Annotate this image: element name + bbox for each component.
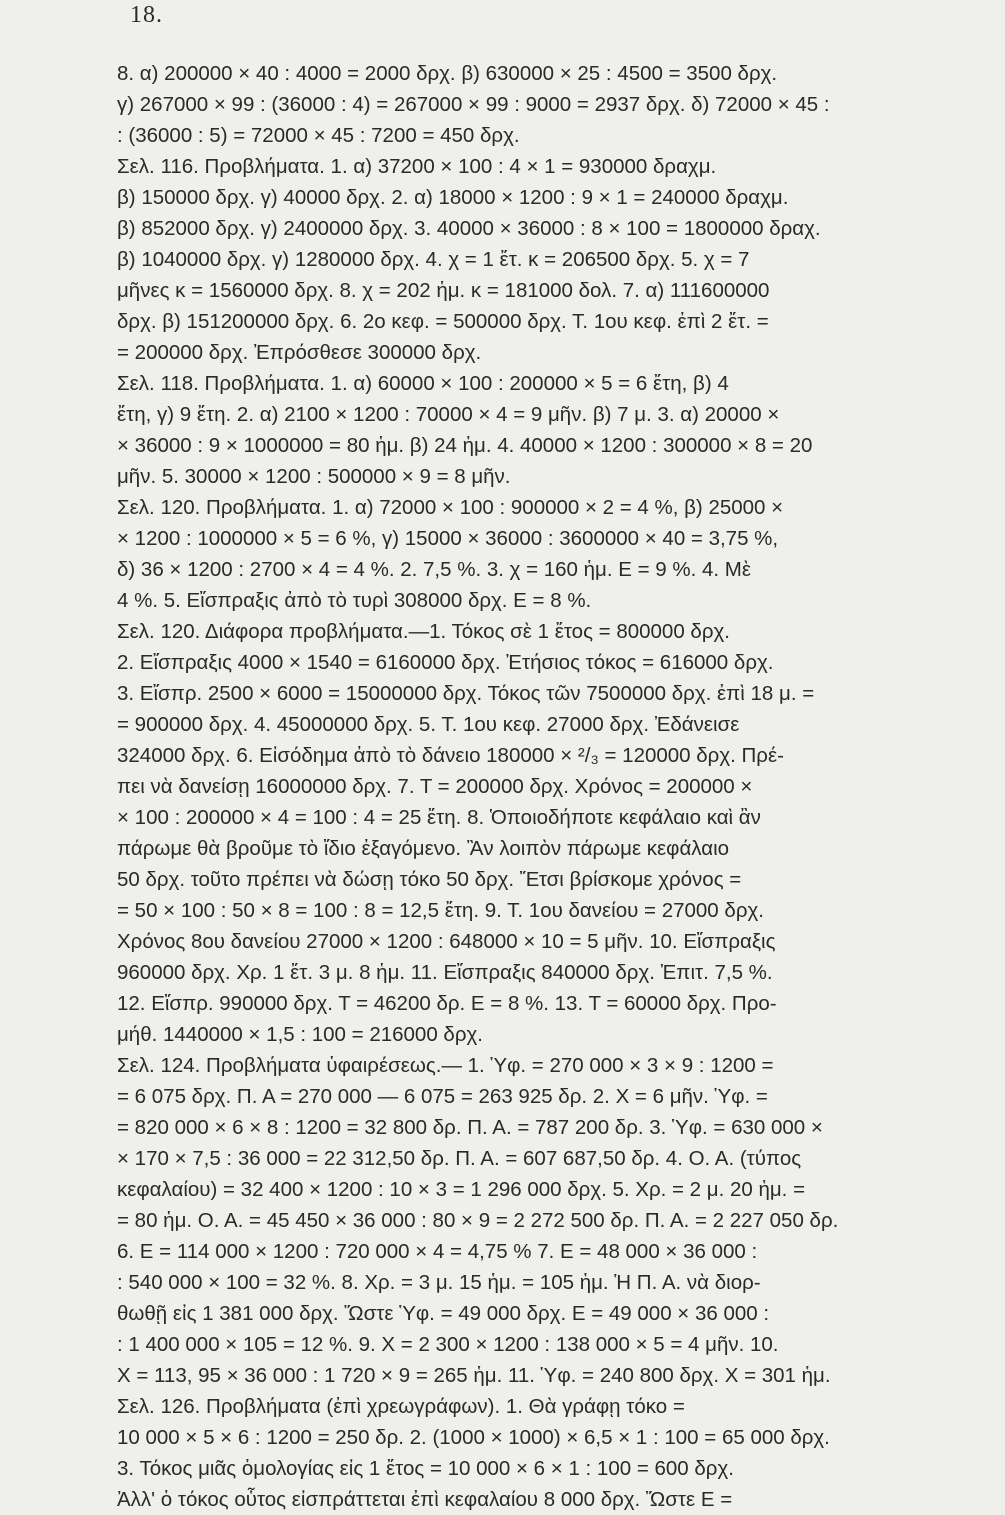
text-line: 12. Εἴσπρ. 990000 δρχ. Τ = 46200 δρ. Ε = 8 %. 13. Τ = 60000 δρχ. Προ- <box>117 992 777 1015</box>
text-line: μῆν. 5. 30000 × 1200 : 500000 × 9 = 8 μῆν. <box>117 465 511 488</box>
text-line: Σελ. 118. Προβλήματα. 1. α) 60000 × 100 : 200000 × 5 = 6 ἔτη, β) 4 <box>117 372 729 395</box>
text-line: β) 1040000 δρχ. γ) 1280000 δρχ. 4. χ = 1 ἔτ. κ = 206500 δρχ. 5. χ = 7 <box>117 248 750 271</box>
text-line: 4 %. 5. Εἴσπραξις ἀπὸ τὸ τυρὶ 308000 δρχ. Ε = 8 %. <box>117 589 592 612</box>
text-line: 8. α) 200000 × 40 : 4000 = 2000 δρχ. β) 630000 × 25 : 4500 = 3500 δρχ. <box>117 62 778 85</box>
text-line: 6. Ε = 114 000 × 1200 : 720 000 × 4 = 4,75 % 7. Ε = 48 000 × 36 000 : <box>117 1240 758 1263</box>
text-line: γ) 267000 × 99 : (36000 : 4) = 267000 × 99 : 9000 = 2937 δρχ. δ) 72000 × 45 : <box>117 93 830 116</box>
text-line: = 6 075 δρχ. Π. Α = 270 000 — 6 075 = 263 925 δρ. 2. Χ = 6 μῆν. Ὑφ. = <box>117 1085 768 1108</box>
text-line: 50 δρχ. τοῦτο πρέπει νὰ δώσῃ τόκο 50 δρχ. Ἔτσι βρίσκομε χρόνος = <box>117 868 742 891</box>
text-line: ἔτη, γ) 9 ἔτη. 2. α) 2100 × 1200 : 70000 × 4 = 9 μῆν. β) 7 μ. 3. α) 20000 × <box>117 403 780 426</box>
text-line: × 170 × 7,5 : 36 000 = 22 312,50 δρ. Π. Α. = 607 687,50 δρ. 4. Ο. Α. (τύπος <box>117 1147 802 1170</box>
text-line: 3. Εἴσπρ. 2500 × 6000 = 15000000 δρχ. Τόκος τῶν 7500000 δρχ. ἐπὶ 18 μ. = <box>117 682 815 705</box>
text-line: = 200000 δρχ. Ἐπρόσθεσε 300000 δρχ. <box>117 341 482 364</box>
text-line: δ) 36 × 1200 : 2700 × 4 = 4 %. 2. 7,5 %. 3. χ = 160 ἡμ. Ε = 9 %. 4. Μὲ <box>117 558 752 581</box>
text-line: × 36000 : 9 × 1000000 = 80 ἡμ. β) 24 ἡμ. 4. 40000 × 1200 : 300000 × 8 = 20 <box>117 434 813 457</box>
text-line: κεφαλαίου) = 32 400 × 1200 : 10 × 3 = 1 296 000 δρχ. 5. Χρ. = 2 μ. 20 ἡμ. = <box>117 1178 806 1201</box>
text-line: 10 000 × 5 × 6 : 1200 = 250 δρ. 2. (1000 × 1000) × 6,5 × 1 : 100 = 65 000 δρχ. <box>117 1426 830 1449</box>
text-line: Σελ. 120. Διάφορα προβλήματα.—1. Τόκος σὲ 1 ἔτος = 800000 δρχ. <box>117 620 730 643</box>
text-line: = 820 000 × 6 × 8 : 1200 = 32 800 δρ. Π. Α. = 787 200 δρ. 3. Ὑφ. = 630 000 × <box>117 1116 823 1139</box>
text-line: 3. Τόκος μιᾶς ὁμολογίας εἰς 1 ἔτος = 10 000 × 6 × 1 : 100 = 600 δρχ. <box>117 1457 734 1480</box>
text-line: 960000 δρχ. Χρ. 1 ἔτ. 3 μ. 8 ἡμ. 11. Εἴσπραξις 840000 δρχ. Ἐπιτ. 7,5 %. <box>117 961 773 984</box>
text-line: = 50 × 100 : 50 × 8 = 100 : 8 = 12,5 ἔτη. 9. Τ. 1ου δανείου = 27000 δρχ. <box>117 899 764 922</box>
text-line: Σελ. 124. Προβλήματα ὑφαιρέσεως.— 1. Ὑφ. = 270 000 × 3 × 9 : 1200 = <box>117 1054 774 1077</box>
text-line: = 900000 δρχ. 4. 45000000 δρχ. 5. Τ. 1ου κεφ. 27000 δρχ. Ἐδάνεισε <box>117 713 740 736</box>
text-line: μῆνες κ = 1560000 δρχ. 8. χ = 202 ἡμ. κ = 181000 δολ. 7. α) 111600000 <box>117 279 770 302</box>
answers-text <box>117 58 927 1515</box>
text-line: × 1200 : 1000000 × 5 = 6 %, γ) 15000 × 36000 : 3600000 × 40 = 3,75 %, <box>117 527 779 550</box>
text-line: Χρόνος 8ου δανείου 27000 × 1200 : 648000 × 10 = 5 μῆν. 10. Εἴσπραξις <box>117 930 776 953</box>
text-line: × 100 : 200000 × 4 = 100 : 4 = 25 ἔτη. 8. Ὁποιοδήποτε κεφάλαιο καὶ ἂν <box>117 806 761 829</box>
text-line: Σελ. 116. Προβλήματα. 1. α) 37200 × 100 : 4 × 1 = 930000 δραχμ. <box>117 155 717 178</box>
text-line: θωθῇ εἰς 1 381 000 δρχ. Ὥστε Ὑφ. = 49 000 δρχ. Ε = 49 000 × 36 000 : <box>117 1302 770 1325</box>
text-line: μήθ. 1440000 × 1,5 : 100 = 216000 δρχ. <box>117 1023 483 1046</box>
text-line: Χ = 113, 95 × 36 000 : 1 720 × 9 = 265 ἡμ. 11. Ὑφ. = 240 800 δρχ. Χ = 301 ἡμ. <box>117 1364 831 1387</box>
text-line: : (36000 : 5) = 72000 × 45 : 7200 = 450 δρχ. <box>117 124 520 147</box>
page-number: 18. <box>130 2 163 28</box>
text-line: Σελ. 126. Προβλήματα (ἐπὶ χρεωγράφων). 1. Θὰ γράφῃ τόκο = <box>117 1395 685 1418</box>
text-line: β) 852000 δρχ. γ) 2400000 δρχ. 3. 40000 × 36000 : 8 × 100 = 1800000 δραχ. <box>117 217 821 240</box>
text-line: Ἀλλ' ὁ τόκος οὗτος εἰσπράττεται ἐπὶ κεφαλαίου 8 000 δρχ. Ὥστε Ε = <box>117 1488 733 1511</box>
text-line: β) 150000 δρχ. γ) 40000 δρχ. 2. α) 18000 × 1200 : 9 × 1 = 240000 δραχμ. <box>117 186 789 209</box>
text-line: πει νὰ δανείσῃ 16000000 δρχ. 7. Τ = 200000 δρχ. Χρόνος = 200000 × <box>117 775 753 798</box>
text-line: 2. Εἴσπραξις 4000 × 1540 = 6160000 δρχ. Ἐτήσιος τόκος = 616000 δρχ. <box>117 651 774 674</box>
text-line: δρχ. β) 151200000 δρχ. 6. 2ο κεφ. = 500000 δρχ. Τ. 1ου κεφ. ἐπὶ 2 ἔτ. = <box>117 310 769 333</box>
text-line: Σελ. 120. Προβλήματα. 1. α) 72000 × 100 : 900000 × 2 = 4 %, β) 25000 × <box>117 496 784 519</box>
text-line: : 540 000 × 100 = 32 %. 8. Χρ. = 3 μ. 15 ἡμ. = 105 ἡμ. Ἡ Π. Α. νὰ διορ- <box>117 1271 761 1294</box>
text-line: : 1 400 000 × 105 = 12 %. 9. Χ = 2 300 × 1200 : 138 000 × 5 = 4 μῆν. 10. <box>117 1333 779 1356</box>
text-line: 324000 δρχ. 6. Εἰσόδημα ἀπὸ τὸ δάνειο 180000 × ²/₃ = 120000 δρχ. Πρέ- <box>117 744 784 767</box>
text-line: πάρωμε θὰ βροῦμε τὸ ἴδιο ἐξαγόμενο. Ἂν λοιπὸν πάρωμε κεφάλαιο <box>117 837 730 860</box>
text-line: = 80 ἡμ. Ο. Α. = 45 450 × 36 000 : 80 × 9 = 2 272 500 δρ. Π. Α. = 2 227 050 δρ. <box>117 1209 839 1232</box>
